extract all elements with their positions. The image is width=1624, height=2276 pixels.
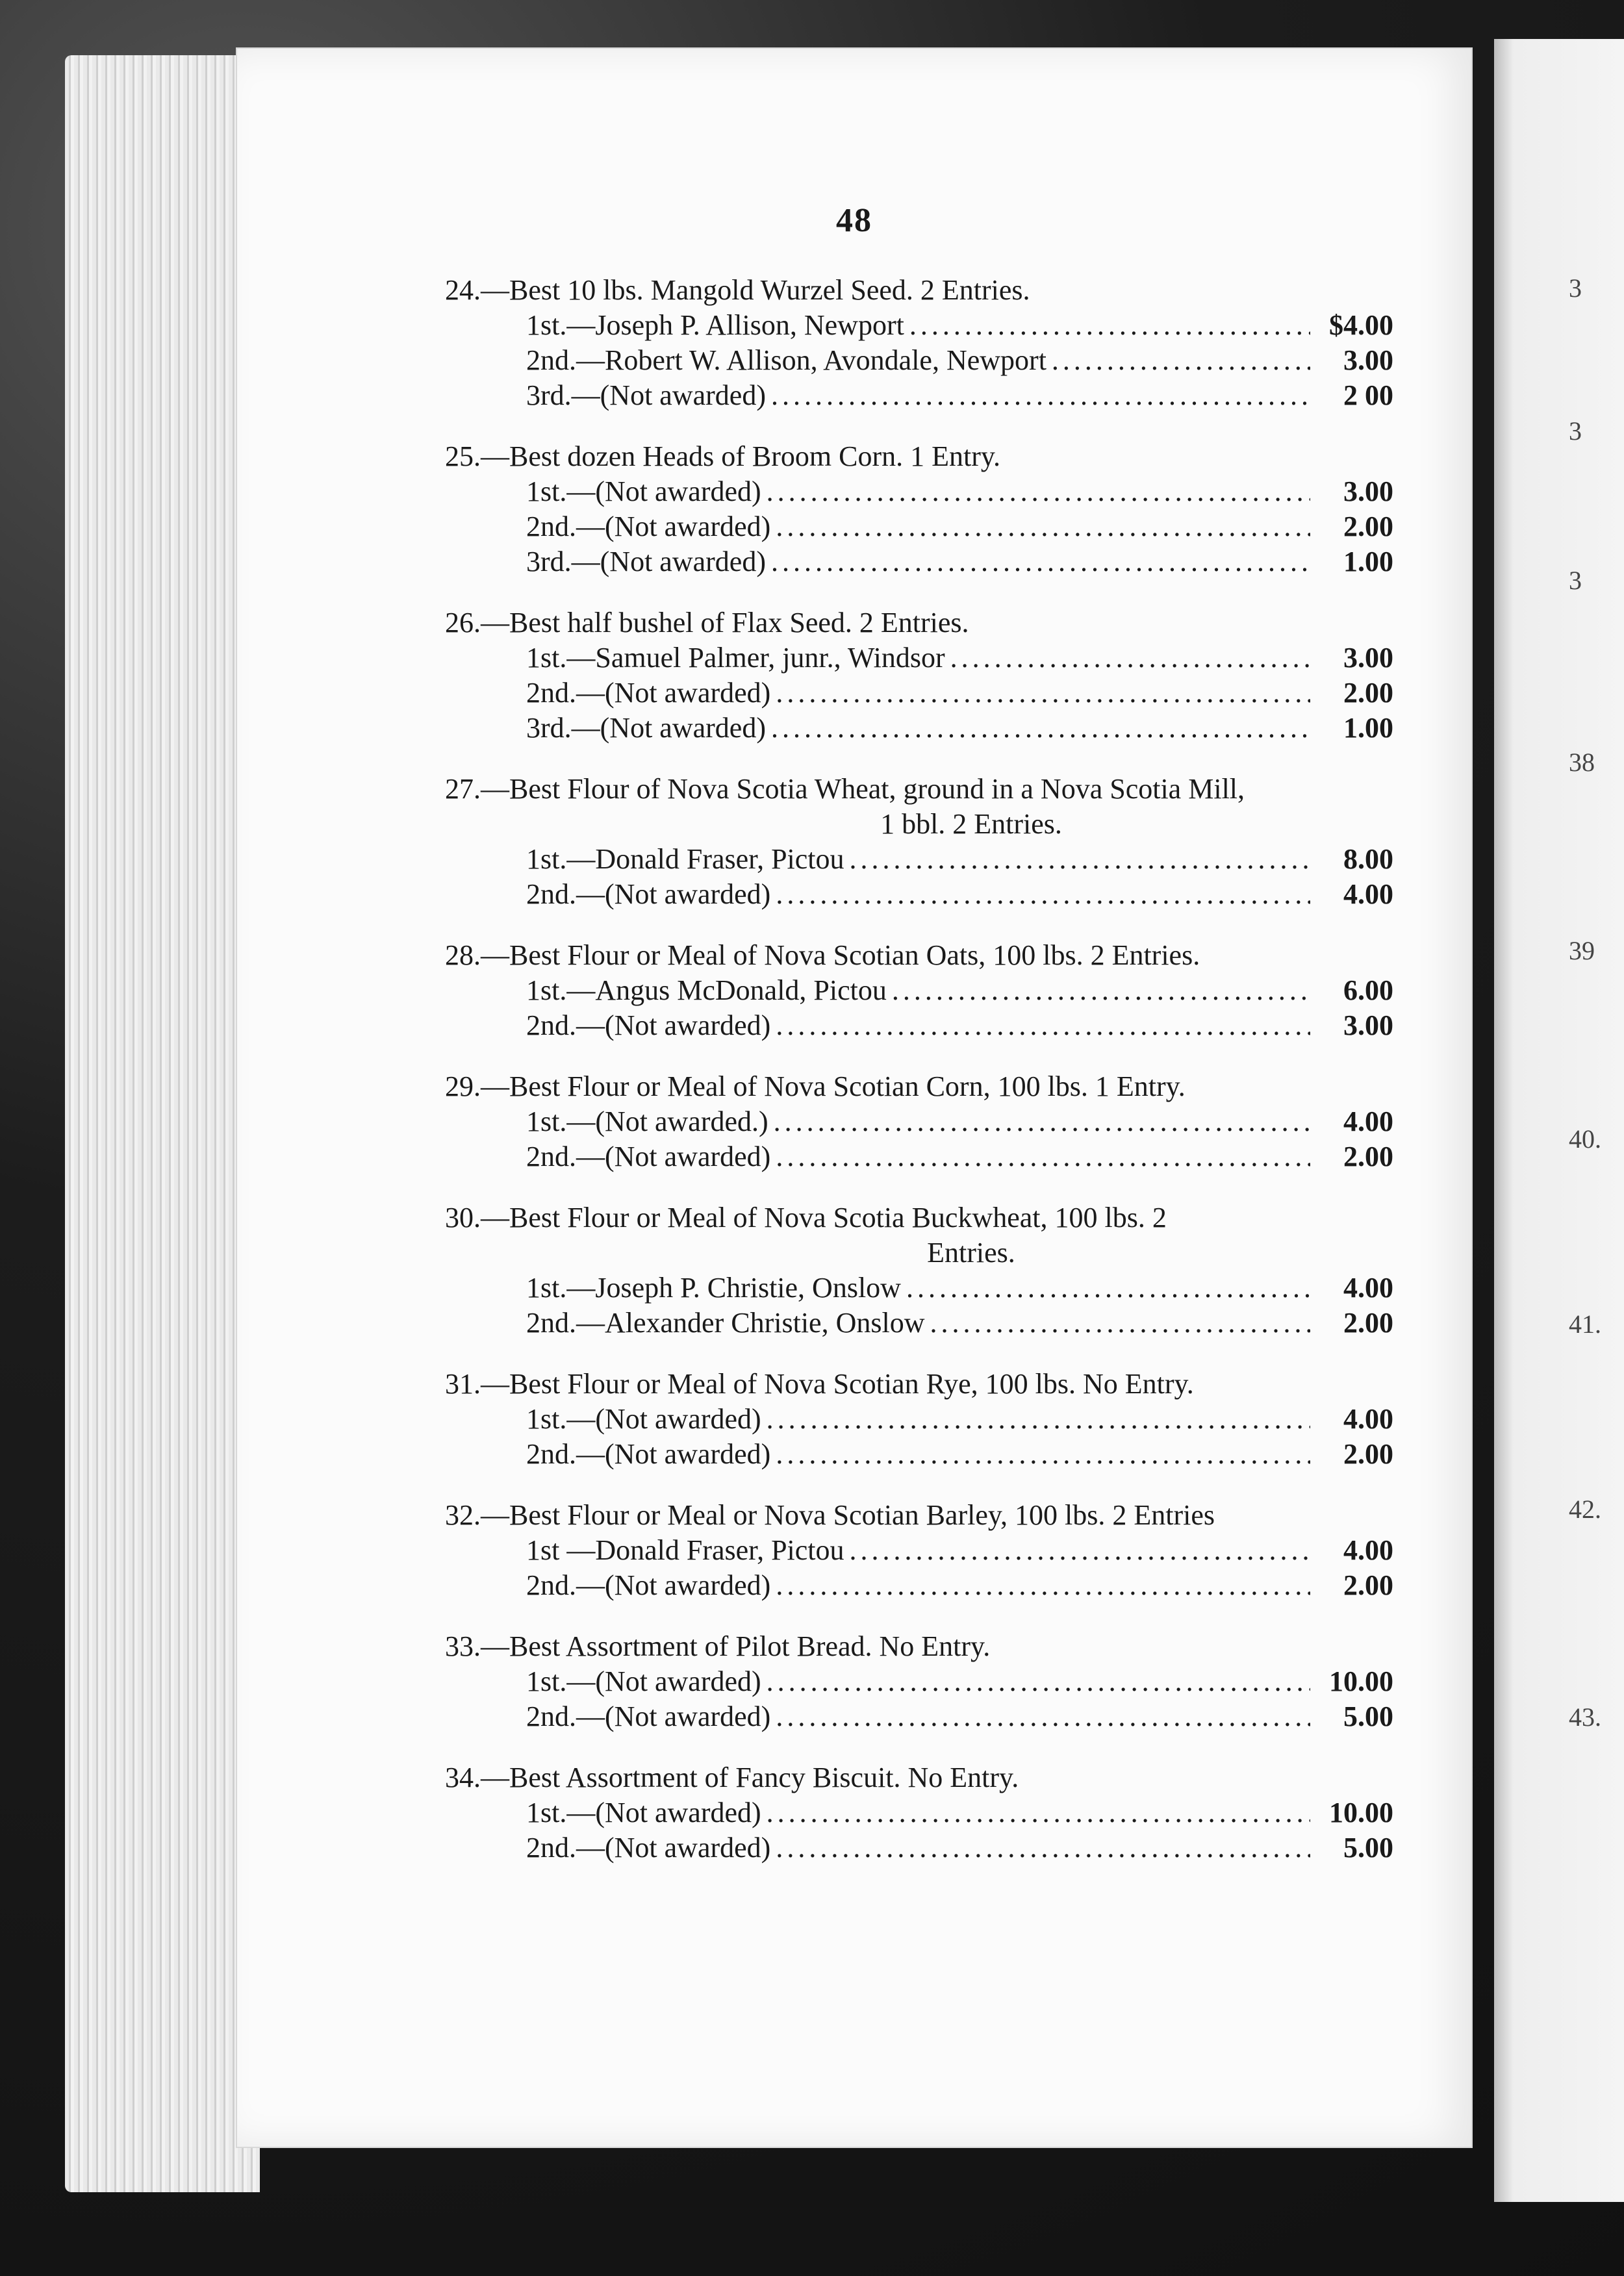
leader-dots — [774, 1104, 1310, 1139]
award-row — [445, 877, 1419, 912]
award-label: 3rd.—(Not awarded) — [526, 546, 766, 577]
leader-dots — [776, 1008, 1310, 1043]
award-label: 1st.—Samuel Palmer, junr., Windsor — [526, 642, 945, 674]
award-amount: 4.00 — [1343, 1534, 1393, 1566]
award-label: 3rd.—(Not awarded) — [526, 379, 766, 411]
award-row — [445, 973, 1419, 1008]
section-heading-continued: Entries. — [927, 1237, 1015, 1269]
prize-section — [445, 439, 1419, 579]
award-row — [445, 343, 1419, 378]
leader-dots — [776, 1437, 1310, 1472]
leader-dots — [776, 676, 1310, 711]
award-label: 2nd.—(Not awarded) — [526, 677, 771, 709]
prize-section — [445, 1069, 1419, 1174]
award-amount: 10.00 — [1329, 1665, 1393, 1697]
section-heading: 33.—Best Assortment of Pilot Bread. No Entry. — [445, 1630, 991, 1662]
award-row — [445, 308, 1419, 343]
award-row — [445, 474, 1419, 509]
award-amount: 4.00 — [1343, 878, 1393, 910]
award-label: 1st.—(Not awarded) — [526, 1797, 761, 1828]
award-amount: 1.00 — [1343, 712, 1393, 744]
award-amount: 5.00 — [1343, 1832, 1393, 1864]
leader-dots — [767, 1664, 1310, 1699]
leader-dots — [1052, 343, 1310, 378]
section-heading: 26.—Best half bushel of Flax Seed. 2 Entries. — [445, 607, 969, 639]
award-amount: 1.00 — [1343, 546, 1393, 577]
prize-section — [445, 772, 1419, 912]
award-row — [445, 509, 1419, 544]
leader-dots — [776, 877, 1310, 912]
award-row — [445, 1795, 1419, 1830]
section-heading: 25.—Best dozen Heads of Broom Corn. 1 Entry. — [445, 440, 1001, 472]
award-amount: 5.00 — [1343, 1701, 1393, 1732]
facing-number: 38 — [1569, 748, 1595, 777]
award-amount: 4.00 — [1343, 1403, 1393, 1435]
leader-dots — [892, 973, 1310, 1008]
leader-dots — [767, 474, 1310, 509]
award-row — [445, 1699, 1419, 1734]
page-edges — [65, 55, 260, 2192]
award-label: 2nd.—(Not awarded) — [526, 1141, 771, 1172]
leader-dots — [909, 308, 1310, 343]
award-amount: $4.00 — [1329, 309, 1393, 341]
prize-section — [445, 605, 1419, 746]
award-amount: 8.00 — [1343, 843, 1393, 875]
leader-dots — [850, 842, 1310, 877]
award-label: 1st.—Joseph P. Christie, Onslow — [526, 1272, 901, 1304]
award-row — [445, 640, 1419, 676]
page-number: 48 — [836, 202, 872, 239]
award-amount: 4.00 — [1343, 1272, 1393, 1304]
leader-dots — [930, 1306, 1310, 1341]
award-label: 3rd.—(Not awarded) — [526, 712, 766, 744]
prize-section — [445, 1498, 1419, 1603]
award-amount: 2.00 — [1343, 1438, 1393, 1470]
section-heading: 31.—Best Flour or Meal of Nova Scotian Rye, 100 lbs. No Entry. — [445, 1368, 1194, 1400]
prize-section — [445, 1629, 1419, 1734]
award-row — [445, 378, 1419, 413]
award-label: 1st.—(Not awarded.) — [526, 1106, 768, 1137]
facing-page-numbers — [1569, 0, 1624, 2276]
award-row — [445, 544, 1419, 579]
award-label: 2nd.—(Not awarded) — [526, 1009, 771, 1041]
award-label: 2nd.—(Not awarded) — [526, 1569, 771, 1601]
award-row — [445, 1402, 1419, 1437]
award-label: 1st.—Angus McDonald, Pictou — [526, 974, 887, 1006]
section-heading: 27.—Best Flour of Nova Scotia Wheat, ground in a Nova Scotia Mill, — [445, 773, 1245, 805]
section-heading: 24.—Best 10 lbs. Mangold Wurzel Seed. 2 Entries. — [445, 274, 1030, 306]
section-heading-continued: 1 bbl. 2 Entries. — [880, 808, 1062, 840]
award-label: 2nd.—(Not awarded) — [526, 511, 771, 542]
award-label: 1st.—(Not awarded) — [526, 475, 761, 507]
facing-number: 41. — [1569, 1309, 1601, 1339]
award-amount: 2.00 — [1343, 677, 1393, 709]
facing-number: 39 — [1569, 936, 1595, 965]
award-row — [445, 1271, 1419, 1306]
award-row — [445, 1008, 1419, 1043]
leader-dots — [767, 1402, 1310, 1437]
facing-number: 3 — [1569, 416, 1582, 446]
award-label: 1st.—Donald Fraser, Pictou — [526, 843, 844, 875]
award-row — [445, 1104, 1419, 1139]
award-amount: 10.00 — [1329, 1797, 1393, 1828]
award-label: 1st.—(Not awarded) — [526, 1665, 761, 1697]
award-row — [445, 842, 1419, 877]
facing-number: 40. — [1569, 1124, 1601, 1154]
award-label: 1st —Donald Fraser, Pictou — [526, 1534, 844, 1566]
section-heading: 32.—Best Flour or Meal or Nova Scotian Barley, 100 lbs. 2 Entries — [445, 1499, 1215, 1531]
leader-dots — [776, 1699, 1310, 1734]
award-row — [445, 1568, 1419, 1603]
award-amount: 3.00 — [1343, 344, 1393, 376]
leader-dots — [850, 1533, 1310, 1568]
award-label: 2nd.—(Not awarded) — [526, 1832, 771, 1864]
facing-number: 3 — [1569, 566, 1582, 595]
leader-dots — [776, 1568, 1310, 1603]
prize-section — [445, 273, 1419, 413]
award-amount: 3.00 — [1343, 1009, 1393, 1041]
award-row — [445, 1139, 1419, 1174]
award-amount: 4.00 — [1343, 1106, 1393, 1137]
award-label: 2nd.—(Not awarded) — [526, 878, 771, 910]
leader-dots — [776, 1830, 1310, 1865]
prize-section — [445, 1200, 1419, 1341]
award-amount: 2.00 — [1343, 511, 1393, 542]
award-row — [445, 1533, 1419, 1568]
award-row — [445, 1437, 1419, 1472]
leader-dots — [771, 711, 1310, 746]
prize-section — [445, 938, 1419, 1043]
leader-dots — [771, 544, 1310, 579]
award-label: 2nd.—Alexander Christie, Onslow — [526, 1307, 925, 1339]
facing-number: 42. — [1569, 1495, 1601, 1524]
leader-dots — [771, 378, 1310, 413]
facing-number: 43. — [1569, 1702, 1601, 1732]
prize-list — [445, 273, 1419, 1891]
award-amount: 2.00 — [1343, 1569, 1393, 1601]
award-label: 2nd.—(Not awarded) — [526, 1701, 771, 1732]
book-page — [237, 49, 1471, 2147]
award-row — [445, 1664, 1419, 1699]
award-row — [445, 676, 1419, 711]
facing-number: 3 — [1569, 273, 1582, 303]
leader-dots — [776, 509, 1310, 544]
leader-dots — [950, 640, 1310, 676]
section-heading: 34.—Best Assortment of Fancy Biscuit. No Entry. — [445, 1762, 1019, 1793]
section-heading: 29.—Best Flour or Meal of Nova Scotian Corn, 100 lbs. 1 Entry. — [445, 1070, 1186, 1102]
award-label: 1st.—Joseph P. Allison, Newport — [526, 309, 904, 341]
leader-dots — [906, 1271, 1310, 1306]
award-amount: 2 00 — [1343, 379, 1393, 411]
award-amount: 3.00 — [1343, 475, 1393, 507]
section-heading: 28.—Best Flour or Meal of Nova Scotian Oats, 100 lbs. 2 Entries. — [445, 939, 1200, 971]
prize-section — [445, 1760, 1419, 1865]
award-row — [445, 1306, 1419, 1341]
leader-dots — [767, 1795, 1310, 1830]
award-row — [445, 711, 1419, 746]
award-label: 1st.—(Not awarded) — [526, 1403, 761, 1435]
leader-dots — [776, 1139, 1310, 1174]
prize-section — [445, 1367, 1419, 1472]
award-row — [445, 1830, 1419, 1865]
award-amount: 2.00 — [1343, 1307, 1393, 1339]
award-amount: 6.00 — [1343, 974, 1393, 1006]
award-amount: 3.00 — [1343, 642, 1393, 674]
award-label: 2nd.—(Not awarded) — [526, 1438, 771, 1470]
section-heading: 30.—Best Flour or Meal of Nova Scotia Buckwheat, 100 lbs. 2 — [445, 1202, 1167, 1233]
award-amount: 2.00 — [1343, 1141, 1393, 1172]
award-label: 2nd.—Robert W. Allison, Avondale, Newport — [526, 344, 1047, 376]
